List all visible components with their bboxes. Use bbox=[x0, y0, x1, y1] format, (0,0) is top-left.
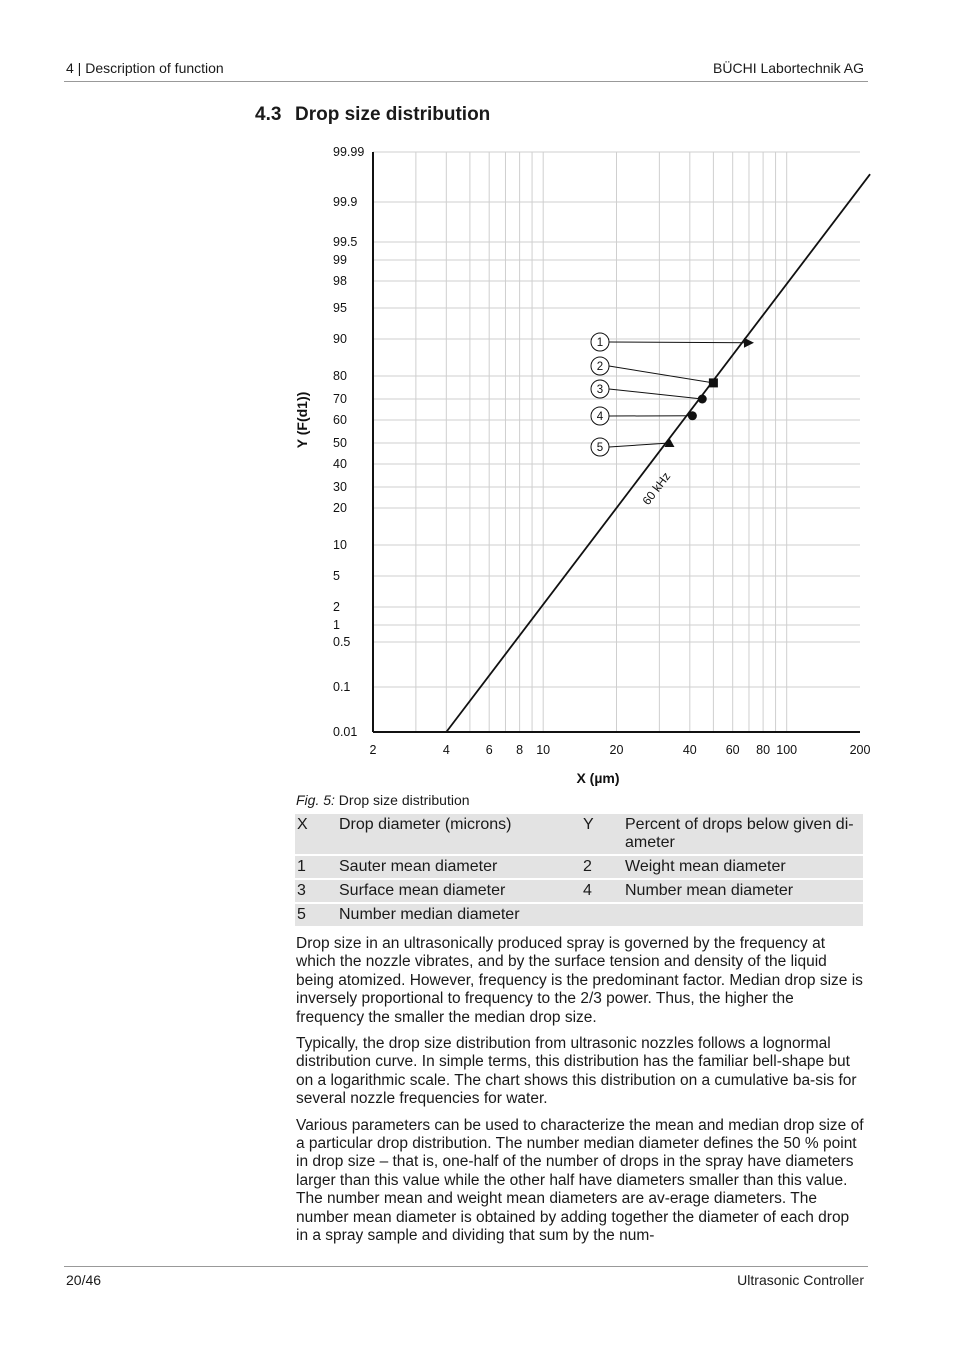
x-tick-label: 40 bbox=[682, 743, 697, 757]
y-tick-label: 5 bbox=[333, 569, 340, 583]
legend-key: X bbox=[295, 814, 337, 855]
y-tick-label: 0.1 bbox=[333, 680, 351, 694]
x-tick-label: 6 bbox=[485, 743, 493, 757]
legend-key: 1 bbox=[295, 855, 337, 879]
y-tick-label: 99.99 bbox=[333, 145, 365, 159]
callout-number-4: 4 bbox=[596, 411, 604, 423]
callout-leader-2 bbox=[609, 366, 713, 383]
legend-row bbox=[295, 814, 863, 855]
series-label-60khz: 60 kHz bbox=[639, 469, 674, 508]
header-company: BÜCHI Labortechnik AG bbox=[713, 60, 864, 76]
y-tick-label: 90 bbox=[333, 332, 347, 346]
x-tick-label: 20 bbox=[609, 743, 624, 757]
x-tick-label: 200 bbox=[849, 743, 871, 757]
callout-leader-3 bbox=[609, 389, 702, 399]
x-tick-label: 2 bbox=[369, 743, 377, 757]
figure-caption bbox=[296, 792, 470, 808]
y-tick-label: 50 bbox=[333, 436, 347, 450]
y-tick-label: 80 bbox=[333, 369, 347, 383]
y-axis-label: Y (F(d1)) bbox=[294, 391, 310, 449]
paragraph: Drop size in an ultrasonically produced spray is governed by the frequency at which the nozzle vibrates, and by the surface tension and density of the liquid being atomized. However, frequency is the predominant factor. Median drop size is inversely proportional to frequency to the 2/3 power. Thus, the higher the frequency the smaller the median drop size. bbox=[296, 935, 863, 1026]
legend-key: 4 bbox=[581, 879, 623, 903]
legend-table bbox=[295, 814, 863, 928]
callout-leader-5 bbox=[609, 443, 669, 447]
legend-key: 3 bbox=[295, 879, 337, 903]
header-chapter: 4 | Description of function bbox=[66, 60, 224, 76]
y-tick-label: 0.5 bbox=[333, 635, 351, 649]
marker-square bbox=[709, 378, 718, 387]
legend-key: 5 bbox=[295, 903, 337, 927]
footer-product: Ultrasonic Controller bbox=[737, 1272, 864, 1288]
legend-desc: Number mean diameter bbox=[623, 879, 863, 903]
y-tick-label: 95 bbox=[333, 301, 347, 315]
legend-key: 2 bbox=[581, 855, 623, 879]
legend-desc: Number median diameter bbox=[337, 903, 581, 927]
y-tick-label: 40 bbox=[333, 457, 347, 471]
legend-desc bbox=[623, 903, 863, 927]
callout-leader-1 bbox=[609, 342, 749, 343]
x-tick-label: 80 bbox=[756, 743, 771, 757]
legend-desc: Weight mean diameter bbox=[623, 855, 863, 879]
y-tick-label: 1 bbox=[333, 618, 340, 632]
legend-desc: Surface mean diameter bbox=[337, 879, 581, 903]
series-line-60khz bbox=[446, 174, 870, 732]
x-axis-label: X (µm) bbox=[576, 770, 620, 786]
x-tick-label: 4 bbox=[442, 743, 450, 757]
figure-caption-text: Drop size distribution bbox=[338, 792, 470, 808]
marker-circle bbox=[698, 395, 707, 404]
footer-divider bbox=[64, 1266, 868, 1267]
y-tick-label: 99.5 bbox=[333, 235, 358, 249]
footer-page-number: 20/46 bbox=[66, 1272, 102, 1288]
y-tick-label: 20 bbox=[333, 501, 347, 515]
legend-key: Y bbox=[581, 814, 623, 855]
y-tick-label: 0.01 bbox=[333, 725, 358, 739]
y-tick-label: 70 bbox=[333, 392, 347, 406]
legend-row bbox=[295, 879, 863, 903]
paragraph: Various parameters can be used to characterize the mean and median drop size of a particular drop distribution. The number median diameter defines the 50 % point in drop size – that is, one-half of the number of drops in the spray have diameters larger than this value while the other half have diameters smaller than this value. The number mean and weight mean diameters are av-erage diameters. The number mean diameter is obtained by adding together the diameter of each drop in a spray sample and dividing that sum by the num- bbox=[296, 1116, 864, 1245]
marker-circle bbox=[688, 411, 697, 420]
y-tick-label: 99 bbox=[333, 253, 347, 267]
x-tick-label: 8 bbox=[516, 743, 524, 757]
figure-caption-label: Fig. 5: bbox=[296, 792, 335, 808]
paragraph: Typically, the drop size distribution from ultrasonic nozzles follows a lognormal distribution curve. In simple terms, this distribution has the familiar bell-shape but on a logarithmic scale. The chart shows this distribution on a cumulative ba-sis for several nozzle frequencies for water. bbox=[296, 1035, 857, 1108]
legend-desc: Percent of drops below given di-ameter bbox=[623, 814, 863, 855]
x-tick-label: 60 bbox=[725, 743, 740, 757]
y-tick-label: 60 bbox=[333, 413, 347, 427]
y-tick-label: 99.9 bbox=[333, 195, 358, 209]
x-tick-label: 10 bbox=[536, 743, 551, 757]
header-divider bbox=[64, 81, 868, 82]
legend-desc: Drop diameter (microns) bbox=[337, 814, 581, 855]
y-tick-label: 30 bbox=[333, 480, 347, 494]
callout-number-1: 1 bbox=[596, 337, 604, 349]
callout-number-5: 5 bbox=[596, 442, 604, 454]
y-tick-label: 98 bbox=[333, 274, 347, 288]
legend-row bbox=[295, 903, 863, 927]
legend-desc: Sauter mean diameter bbox=[337, 855, 581, 879]
legend-key bbox=[581, 903, 623, 927]
callout-number-2: 2 bbox=[596, 361, 604, 373]
legend-row bbox=[295, 855, 863, 879]
callout-number-3: 3 bbox=[596, 384, 604, 396]
section-number: 4.3 bbox=[255, 104, 282, 125]
x-tick-label: 100 bbox=[776, 743, 798, 757]
section-title bbox=[255, 104, 490, 126]
y-tick-label: 10 bbox=[333, 538, 347, 552]
y-tick-label: 2 bbox=[333, 600, 340, 614]
body-text bbox=[296, 935, 864, 1254]
section-title-text: Drop size distribution bbox=[295, 104, 491, 125]
drop-size-chart bbox=[280, 140, 880, 790]
